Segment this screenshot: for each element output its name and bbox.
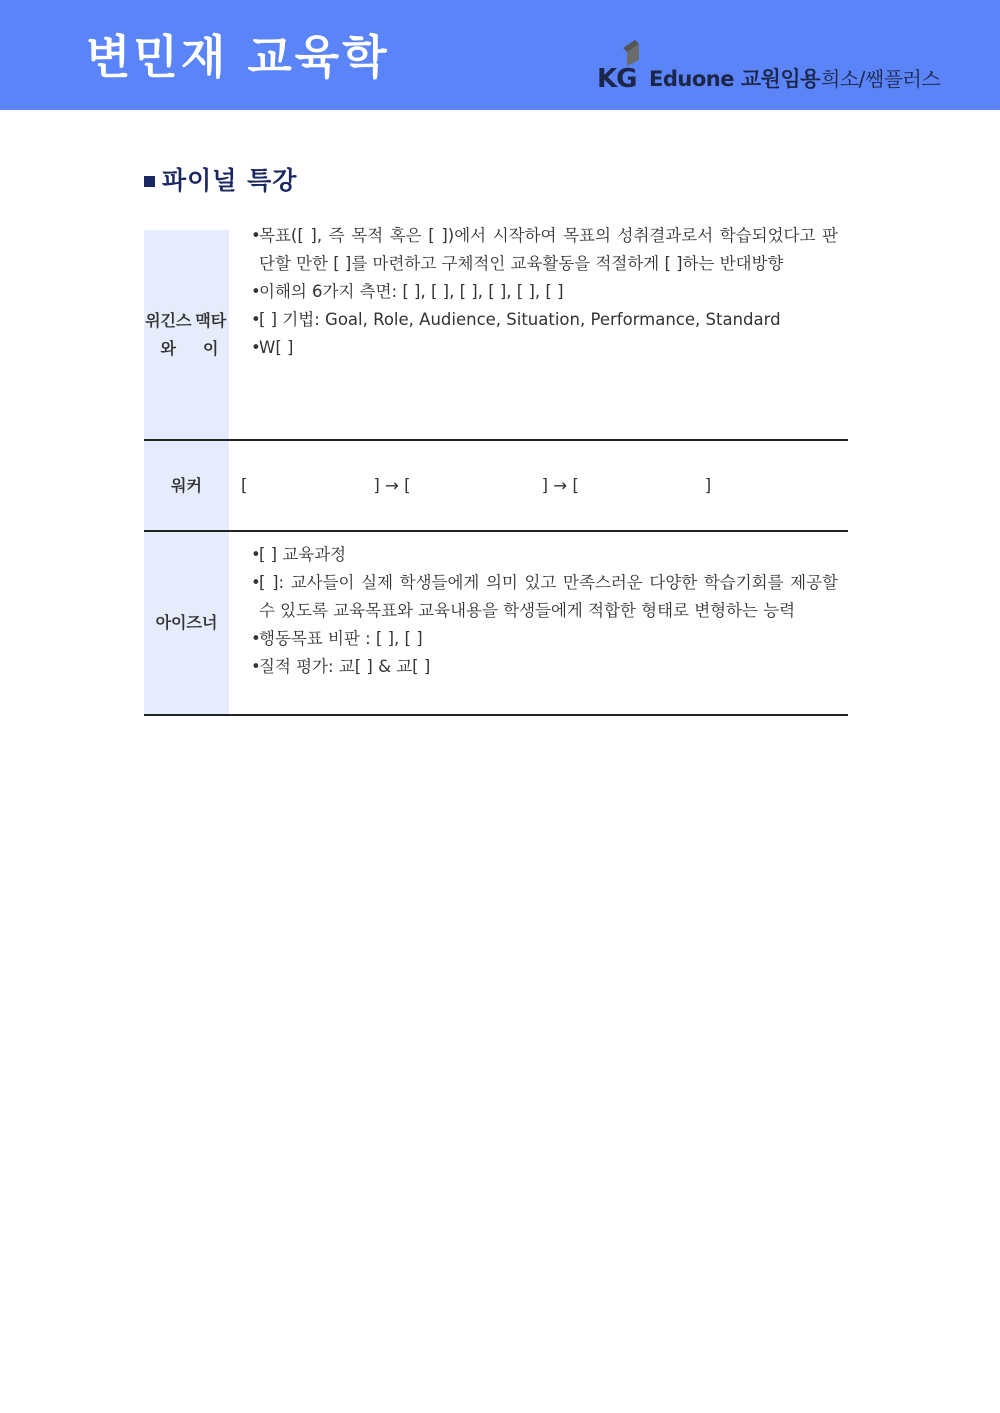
item-text: 행동목표 비판 : [ ], [ ] [259,629,423,648]
bullet-icon: • [251,573,261,592]
item-text: 이해의 6가지 측면: [ ], [ ], [ ], [ ], [ ], [ ] [259,282,564,301]
item-text: 목표([ ], 즉 목적 혹은 [ ])에서 시작하여 목표의 성취결과로서 학습되었다고 판단할 만한 [ ]를 마련하고 구체적인 교육활동을 적절하게 [ ]하는 반대방향 [259,226,838,273]
item-text: [ ] 기법: Goal, Role, Audience, Situation, Performance, Standard [259,310,781,329]
item-text: [ ] 교육과정 [259,545,347,564]
list-item [241,306,838,334]
list-item [241,569,838,625]
bullet-icon: • [251,226,261,245]
list-item [241,653,838,681]
walker-flow: [ ] → [ ] → [ ] [241,475,712,495]
table-row [144,226,848,441]
content-table [144,226,848,716]
bullet-icon: • [251,310,261,329]
table-row [144,441,848,532]
item-text: 질적 평가: 교[ ] & 교[ ] [259,657,431,676]
row-body [229,441,848,530]
row-label-line: 위긴스와 [145,310,192,358]
section-title-text: 파이널 특강 [162,166,298,195]
list-item [241,541,838,569]
list-item [241,222,838,278]
list-item [241,334,838,362]
list-item [241,625,838,653]
section-title [144,166,297,196]
row-body [229,532,848,714]
row-label-wiggins [144,230,229,439]
brand-sub: 희소/쌤플러스 [821,67,941,91]
list-item [241,278,838,306]
bullet-icon: • [251,629,261,648]
bullet-icon: • [251,338,261,357]
item-text: W[ ] [259,338,294,357]
brand-kg-text: KG [597,64,637,94]
row-label-eisner: 아이즈너 [144,532,229,714]
table-row [144,532,848,716]
row-body [229,222,848,439]
brand-name: Eduone 교원임용 [649,67,820,91]
row-label-walker: 워커 [144,441,229,530]
bullet-icon: • [251,545,261,564]
page-header [0,0,1000,110]
page-title: 변민재 교육학 [86,30,390,84]
bullet-icon: • [251,657,261,676]
item-text: [ ]: 교사들이 실제 학생들에게 의미 있고 만족스러운 다양한 학습기회를 제공할 수 있도록 교육목표와 교육내용을 학생들에게 적합한 형태로 변형하는 능력 [259,573,838,620]
row-label-line: 맥타이 [195,310,227,358]
bullet-icon: • [251,282,261,301]
square-bullet-icon [144,176,155,187]
